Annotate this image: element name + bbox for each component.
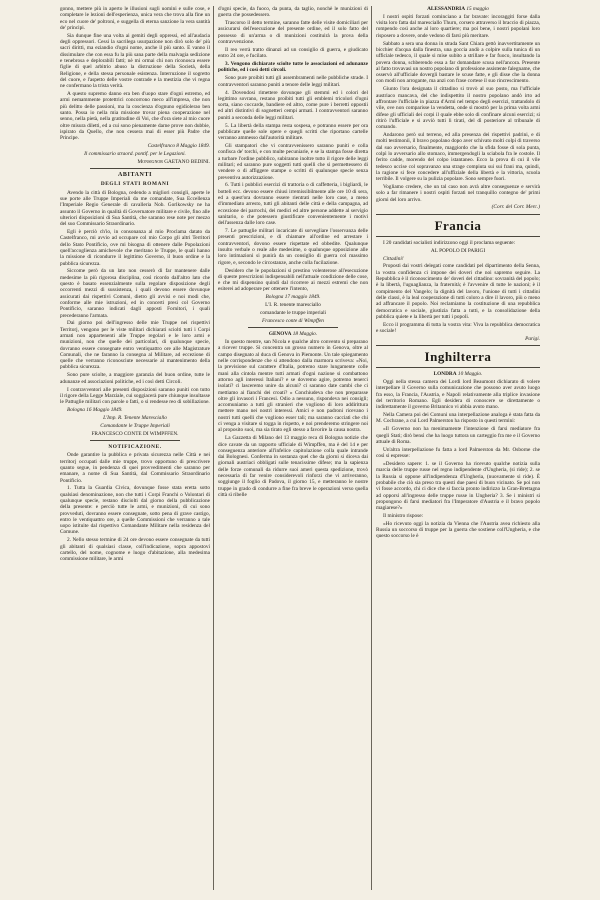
- dateline: [376, 6, 540, 12]
- section-title: ABITANTI: [117, 172, 153, 179]
- date-line: Bologna 16 Maggio 1849.: [67, 407, 123, 414]
- divider: [376, 236, 540, 237]
- paragraph: In questo mentre, san Nicola e qualche altro convento si preparano a ricever truppe. Si concentra un grosso numero in Genova, oltre al campo disegnato al duca di Genova in Piemonte. Un tale spiegamento nelle corrispondenze che si attendono dalla marmora scriveva: «Noi, la previsione sul carattere d'Italia, potremo stare lungamente colle mani alla cintola mentre tutti armati d'ogni nazione si combattono attorno agli interessi Italiani? e se dovremo agire, potremo tenerci isolati? ci lasceremo unire da alcuni? ci saranno date cambi che ci mettiamo ai fianchi dei croati? » Conchiudeva che non preparasse oltre gli invasori i Francesi. Odio a nessuno, rispondeva nei consigli; accomuniamo a tutti gli stranieri che vogliono di loro addirittura mettere mano nei nostri interessi. Amici e non padroni ricevano i nostri tutti quelli che vogliono esser tali; ma saranno cacciati che chi ci venga a visitare si togga in rispetto, e noi prenderemo stringere noi al proposito suoi, ma sia tirato egli stesso a favorire la causa nostra.: [218, 339, 368, 434]
- paragraph: «Ho ricevuto oggi la notizia da Vienna che l'Austria avea richiesto alla Russia un soccorso di truppe per la guerra che sostiene coll'Ungheria, e che questo soccorso le è: [376, 520, 540, 540]
- paragraph: Il reo verrà tratto dinanzi ad un consiglio di guerra, e giudicato entro 24 ore, e fucilato.: [218, 46, 368, 60]
- divider: [376, 214, 540, 215]
- dateline-date: 15 maggio: [466, 6, 489, 12]
- divider: [248, 327, 338, 328]
- column-1: [60, 6, 210, 564]
- dateline-date: 10 Maggio.: [457, 371, 483, 378]
- paragraph: Il ministro rispose:: [383, 512, 424, 519]
- signature-line: Comandante le Truppe Imperiali: [100, 422, 170, 429]
- paragraph: Siccome però da un lato non cesserò di far mantenere dalle medesime la più rigorosa disciplina, così ricordo dall'altro lato che questo è basato essenzialmente sulla regolare disposizione degli occorrenti mezzi di sussistenza, i quali devono essere dovunque assicurati dai rispettivi Comuni, dietro gli avvisi e noi modi che, conforme alle mie istruzioni, ed in concerti presi col Governo Pontificio, saranno indicati dagli apposti Fornitori, i quali precederanno l'armata.: [60, 268, 210, 319]
- paragraph: 5. La libertà della stampa resta sospesa, e potranno essere per ora pubblicate quelle sole opere e quegli scritti che riportano cartelle verranno ammesso dall'autorità militare.: [218, 122, 368, 142]
- paragraph: I contravventori alle presenti disposizioni saranno puniti con tutto il rigore della Legge Marziale, cui soggiacerà pure chiunque insultasse le Pattuglie militari con parole o fatti, o si rendesse reo di sobillazione.: [60, 386, 210, 406]
- paragraph: Avendo la città di Bologna, cedendo a migliori consigli, aperte le sue porte alle Truppe Imperiali da me comandate, Sua Eccellenza l'Imperiale Regio Generale di cavalleria Nob. Gorlkowsky ne ha assunto il Governo in qualità di Governatore militare e civile, fino alle ulteriori disposizioni di Sua Santità, che saranno rese note per mezzo del suo Commissario Straordinario.: [60, 189, 210, 228]
- paragraph: I nostri ospiti forzati cominciano a far bravate: incoraggiti forse dalla visita loro fatta dal maresciallo Thurn, corsero attraverso il braccio di piazza, rompendo così anche al loro quartiere; ma poi bene, i nostri popolani loro risposero a dovere, onde vedono di farsi più meritare.: [376, 13, 540, 39]
- dateline-city: GENOVA: [268, 331, 292, 338]
- paragraph: Sia dunque fine una volta ai gemiti degli oppressi, ed all'audacia degli oppressori. Cessi la sacrilega usurpazione non dirò solo de' più sacri diritti, ma eziandio d'ogni nome, anche il più santo. E vanno il dissimulare che con essa fu la più sana parte della malvagia sedizione e tenebrosa e deplorabili fatti; nè mi ormai chi non riconosca essere figlie di quel arbitrio abuso la distruzione della Società, della Religione, e della stessa personale esistenza. Interruzione il sogretto del cuore, e l'aspetto delle vostre contrade e la mestizia che vi regna ne confermano la trista verità.: [60, 32, 210, 90]
- paragraph: Un'altra interpellazione fu fatta a lord Palmerston da Mr. Osborne che così si espresse:: [376, 446, 540, 460]
- paragraph: Vogliamo credere, che un tal caso non avrà altre conseguenze e servirà solo a far rimanere i nostri ospiti forzati nel tranquillo contegno de' primi giorni del loro arrivo.: [376, 183, 540, 203]
- paragraph: Sono pure sciolte, a maggiore garanzia del buon ordine, tutte le adunanze ed associazioni politiche, ed i così detti Circoli.: [60, 372, 210, 385]
- dateline-city: ALESSANDRIA: [427, 6, 466, 12]
- paragraph: Giunto l'ora designata il cittadino si trovò al suo posto, ma l'ufficiale austriaco mancava, del che indispettito il nostro popolano andò irto ad affrontare l'ufficiale in piazza d'Armi nel tempo degli esercizi, trattandolo di vile, ove non comparisse la vendetta, onde si mostrò per la prima volta armi difese gli ufficiali dei corpi il quale ebbe solo di confinare alcuni esercizi; si ritirò l'ufficiale e si avviò tutti li tirati, del dì posteriore al tribunale di comando.: [376, 86, 540, 131]
- paragraph: 6. Tutti i pubblici esercizi di trattoria o di caffetteria, i bigliardi, le botteli ecc. devono essere chiusi irremissibilmente alle ore 10 di sera, ed a quest'ora dovranno essere rientrati nelle loro case, a meno d'immediato arresto, tutti gli abitanti delle città e della campagna, ad eccezione dei parrochi, dei medici ed altre persone addette al servigio sanitario, o che potessero giustificare convenientemente i motivi dell'assenza dalle loro case.: [218, 182, 368, 227]
- paragraph: Andarono però sul terreno, ed alla presenza dei rispettivi padrini, e di molti testimonii, il bravo popolano dopo aver schivato molti colpi di traverso dal suo avversario, finalmente, maggiordo che la sfida fosse di sola punta, colpì lo avversario allo stomaco, immergendogli la sciabola fra le costole. Il ferito cadde, morendo del colpo istantaneo. Ecco la prova di cui il vile tedesco uccise col sopravanzo una strage compiuta sui sui frani ma, quindi, la ragione si fece concedere all'uffiziale della libertà e la vittoria, scuola terribile. Il volgere su la pulizia popolare. Sono sempre fuori.: [376, 132, 540, 183]
- paragraph: Desidero che le popolazioni si prestino volenterose all'esecuzione di queste prescrizioni indispensabili nell'attuale condizione delle cose, e che mi dispensino quindi dal ricorrere ai mezzi estremi che non esiterei ad adoperare per ottenere l'intento,: [218, 267, 368, 293]
- paragraph: La Gazzetta di Milano del 13 maggio reca di Bologna notizie che dice cavate da un rapporto ufficiale di Wimpffen, ma è del 14 e per conseguenza anteriore all'infelice capitolazione colla quale intrande dai Bolognesi. Conferma in sostanza quel che da giorni si diceva dai giornali austriaci obbligati sulle tenacissime difese; ma la sapienza delle forze comunali da ridurre suoi ameri questa spedizione, trovò necessaria di far venire considerevoli rinforzi che vi arriveranno, soggiunge il foglio di Padova, il giorno 15, e metteranno le nostre truppe in grado di condurre a fine fra breve le operazioni verso quella città sì ribelle: [218, 435, 368, 498]
- signature-line: L'Imp. R. Tenente Maresciallo: [103, 414, 167, 421]
- paragraph: Egli è perciò ch'io, in consonanza al mio Proclama datato da Castelfranco, mi avvio ad occupare col mio Corpo gli altri Territori dello Stato Pontificio, ove mi bisogna di ottenere dalle Popolazioni quell'accoglienza amichevole che meritano le Truppe, le quali hanno la missione di ricondurre il legittimo Governo, il buon ordine e la pubblica sicurezza.: [60, 229, 210, 267]
- column-rule-1: [213, 6, 214, 890]
- paragraph: «Il Governo non ha menimamente l'intenzione di farsi mediatore fra quegli Stati; dirò bensì che ha luogo tuttora un carteggio fra me e il Governo attuale di Roma.: [376, 426, 540, 445]
- paragraph: 2. Nello stesso termine di 24 ore devono essere consegnate da tutti gli abitanti di qualsiasi classe, coll'indicazione, sopra appostovi cartello, del nome, cognome e luogo d'abitazione, alla medesima commissione militare, le armi: [60, 537, 210, 563]
- paragraph: 7. Le pattuglie militari incaricate di sorvegliare l'osservanza delle presenti prescrizioni, e di chiamare all'ordine ed arrestare i contravventori, dovono essere rispettate ed obbedite. Qualunque insulto verbale o reale alle medesime, o qualunque opposizione alle loro intimazioni si punirà da un consiglio di guerra col massimo rigore, e, secondo le circostanze, anche colla fucilazione.: [218, 228, 368, 266]
- paragraph: d'ogni specie, da fuoco, da punta, da taglio, nonchè le munizioni di guerra che possedessero.: [218, 6, 368, 19]
- address-line: AL POPOLO DI PARIGI: [430, 247, 486, 254]
- signature: Monsignor GAETANO BEDINI.: [137, 158, 210, 165]
- paragraph: Gli stampatori che vi contravvenissero saranno puniti e colla confisca de' torchi, e con multe pecuniarie, e se la stampa fosse diretta a turbare l'ordine pubblico, subiranno inoltre tutto il rigore delle leggi militari; ed saranno pure soggetti tutti quelli che si permettessero di vendere o di affiggere stampe o scritti di qualunque specie senza preventiva autorizzazione.: [218, 143, 368, 181]
- source-credit: (Corr. del Corr. Merc.): [491, 204, 540, 211]
- country-heading-england: Inghilterra: [424, 349, 492, 365]
- paragraph: 4. Dovendosi rimettere dovunque gli stemmi ed i colori del legittimo sovrano, restano proibiti tutti gli emblemi tricolori d'ogni sorta, siano coccarde, bandiere ed altro, come pure i berretti oppostii ed altri distintivi di sognetteri cempi armati. I contravventori saranno puniti a seconda delle leggi militari.: [218, 89, 368, 121]
- divider: [376, 345, 540, 346]
- dateline-date: 18 Maggio.: [292, 331, 318, 338]
- paragraph: 1. Tutta la Guardia Civica, dovunque fosse stata eretta sotto qualsiasi denominazione, non che tutti i Corpi Franchi o Volontari di qualunque specie, restano disciolti dal giorno della pubblicazione della presente: e perciò tutte le armi, e munizioni, di cui sono provveduti, dovranno essere consegnate, sotto pena di grave castigo, entro le ventiquattro ore, a quelle Commissioni che verranno a tale uopo istituite dal rispettivo Comandante Militare nella residenza del Comune.: [60, 485, 210, 536]
- notification-title: NOTIFICAZIONE.: [108, 444, 162, 451]
- column-2: [218, 6, 368, 500]
- country-heading-france: Francia: [434, 217, 482, 233]
- dateline: [218, 331, 368, 337]
- paragraph: Trascorso il detto termine, saranno fatte delle visite domiciliari per assicurarsi dell'esecuzione del presente ordine, ed il solo fatto del possesso di un'arma o di munizioni costituirà la prova della contravvenzione.: [218, 20, 368, 46]
- dateline-city: LONDRA: [433, 371, 457, 378]
- paragraph: 3. Vengono dichiarate sciolte tutte le associazioni ed adunanze politiche, ed i così detti circoli.: [218, 61, 368, 74]
- paragraph: gonno, mettere più in aperto le illusioni sugli uomini e sulle cose, e completare le lezioni dell'esperienza, unica vera che trova alla fine un eco nel cuore de' poltroni, e suggella di eterna sanzione la vera santità de' principi.: [60, 6, 210, 31]
- paragraph: Onde garantire la pubblica e privata sicurezza nelle Città e nei territorj occupati dalle mie truppe, trovo opportuno di prescrivere quanto segue, in pendenza di quei provvedimenti che saranno per emanare, a nome di Sua Santità, dal Commissario Straordinario Pontificio.: [60, 452, 210, 484]
- signature-name: FRANCESCO CONTE DI WIMPFFEN.: [91, 430, 179, 437]
- divider: [376, 367, 540, 368]
- paragraph: Oggi nella stessa camera dei Lordi lord Beaumont dichiarato di volere interpellare il Governo sulla comunicazione che possono aver avuto luogo fra esso, la Francia, l'Austria, e Napoli relativamente alla triplice invasione del territorio Romano. Egli desidera di conoscere se direttamente o indirettamente il governo Britannico vi abbia avuto mano.: [376, 379, 540, 411]
- divider: [90, 440, 180, 441]
- divider: [90, 168, 180, 169]
- paragraph: Dai giorno poi dell'ingresso delle mie Truppe nei rispettivi Territorj, vengono per le viste militari dichiarati sciolti tutti i Corpi armati non appartenenti alle Truppe regolari e le loro armi e munizioni, non che quelle dei particolari, di qualunque specie, dovranno essere consegnate entro ventiquattro ore alle Magistrature Comunali, che ne faranno la consegna al Militare, ad eccezione di quelle che verranno riconosciute necessarie al mantenimento della pubblica sicurezza.: [60, 320, 210, 371]
- signoff: Il commissario straord. pontif. per le Legazioni.: [84, 150, 186, 157]
- date-line: Bologna 17 maggio 1849.: [265, 294, 321, 301]
- place-date: Castelfranco 8 Maggio 1849.: [147, 143, 210, 150]
- paragraph: Proposti dai vostri delegati come candidati pel dipartimento della Senna, la vostra confidenza ci impone dei doveri che noi sapremo seguire. La Repubblica è il riconoscimento de' doveri del cittadino: sovranità del popolo; è la libertà, l'uguaglianza, la fraternità; è l'avvenire di tutte le nazioni; è il compimento del Vangelo; la dignità del lavoro, l'unione di tutti i cittadini delle classi, è la leal cooperazione di tutti coloro a dire il lavoro, più o meno ad affrancare il popolo. Noi reclamiamo la costituzione di una repubblica democratica e sociale, giustizia fatta a tutti, e la consolidazione della pubblica quiete e la libertà per tutti i popoli.: [376, 263, 540, 320]
- paragraph: I 20 candidati socialisti indirizzono oggi il proclama seguente:: [383, 239, 516, 246]
- paragraph: Nella Camera poi dei Comuni una interpellazione analoga è stata fatta da M. Cochrane, a cui Lord Palmerston ha risposto in questi termini:: [376, 412, 540, 425]
- column-3: [376, 6, 540, 541]
- signature-line: comandante le truppe imperiali: [259, 310, 327, 317]
- section-subtitle: DEGLI STATI ROMANI: [100, 181, 170, 188]
- salutation: Cittadini!: [383, 255, 404, 262]
- paragraph: A questo supremo danno era ben d'uopo stare d'ogni estremo, ed armi nemammente protettrici concorrono meco all'impresa, che non più delitto delle passioni, ma la coscienza d'ognuno egidiolerao ben santo. Possa io nella mia missione trovar piena cooperazione nel senno, nella pietà, nella gratitudine di Voi, che d'ora siete al mio cuore oltre misura diletti, ed a cui sono pienamente darne prove non dubbie, ispirato da Quello, che non cessera mai di esser più Padre che Principe.: [60, 91, 210, 142]
- dateline: [376, 371, 540, 377]
- paragraph: Sono pure proibiti tutti gli assembramenti nelle pubbliche strade. I contravventori saranno puniti a tenore delle leggi militari.: [218, 75, 368, 88]
- column-rule-2: [371, 6, 372, 890]
- paragraph: «Desidero sapere: 1. se il Governo ha ricevuto qualche notizia sulla marcia delle truppe russe nel regno indipendente d'Ungheria, (si ride); 2. se la Russia si oppone all'indipendenza d'Ungheria, (nuovamente si ride). È probabile che ciò sia preso tra questi due paesi di buon vicinato. Se poi non vi fosse accordo, chi ci dice che si faccia pronto indirizzo la Gran-Brettagna ad opporsi all'ingresso delle truppe russe in Ungheria? 3. Se i ministri si propongono di farsi mediatori fra l'Imperatore d'Austria e il bravo popolo magiarese?»: [376, 461, 540, 512]
- signature-name: Francesco conte di Wimpffen: [262, 317, 324, 324]
- place-line: Parigi.: [525, 335, 540, 342]
- signature-line: L'I. R. tenente maresciallo: [265, 302, 321, 309]
- paragraph: Sabbato a sera una donna in strada Sant Chiara gettò inavvertitamente un bicchier d'acqua dalla finestra, una goccia andò a colpire sulla tunica di un ufficiale tedesco, il quale si mise subito a strillare e far fuoco, insultando la povera donna, schberendo essa a far domandare scusa nell'ancora. Presente al fatto trovavasi un nostro popolano di professione assistente falegname, che osservò all'ufficiale dovergli bastare le scuse fatte, e gli disse che la donna con modi non arrogante, ma anzi con frase cortese il suo rincrescimento.: [376, 40, 541, 85]
- paragraph: Ecco il programma di tutta la vostra vita: Viva la repubblica democratica e sociale!: [376, 321, 540, 334]
